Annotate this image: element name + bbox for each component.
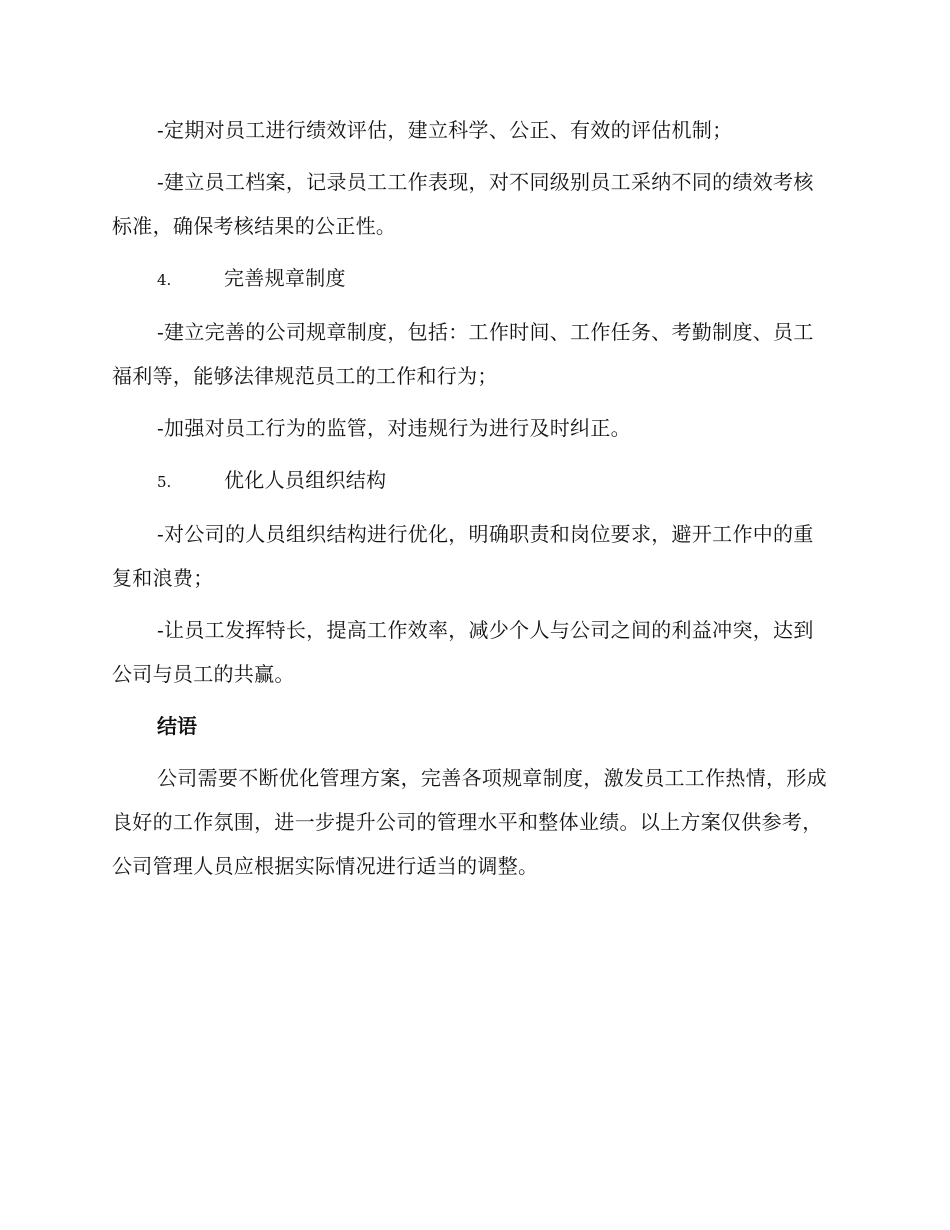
paragraph-conclusion: 公司需要不断优化管理方案，完善各项规章制度，激发员工工作热情，形成良好的工作氛围，进一步提升公司的管理水平和整体业绩。以上方案仅供参考，公司管理人员应根据实际情况进行适当的调整。 — [112, 766, 827, 878]
paragraph-employee-strengths: -让员工发挥特长，提高工作效率，减少个人与公司之间的利益冲突，达到公司与员工的共赢。 — [112, 618, 814, 686]
list-number: 5. — [157, 473, 172, 491]
paragraph-performance-evaluation: -定期对员工进行绩效评估，建立科学、公正、有效的评估机制； — [157, 118, 733, 142]
paragraph-org-structure: -对公司的人员组织结构进行优化，明确职责和岗位要求，避开工作中的重复和浪费； — [112, 522, 814, 590]
paragraph-employee-records: -建立员工档案，记录员工工作表现，对不同级别员工采纳不同的绩效考核标准，确保考核结果的公正性。 — [112, 170, 814, 238]
paragraph-behavior-supervision: -加强对员工行为的监管，对违规行为进行及时纠正。 — [157, 416, 631, 440]
section-title-conclusion: 结语 — [157, 714, 197, 738]
list-item-4 — [112, 256, 828, 302]
document-page — [112, 108, 828, 896]
list-heading: 优化人员组织结构 — [224, 468, 387, 492]
list-heading: 完善规章制度 — [224, 266, 346, 290]
list-item-5 — [112, 458, 828, 504]
list-number: 4. — [157, 271, 172, 289]
paragraph-rules-system: -建立完善的公司规章制度，包括：工作时间、工作任务、考勤制度、员工福利等，能够法律规范员工的工作和行为； — [112, 320, 814, 388]
